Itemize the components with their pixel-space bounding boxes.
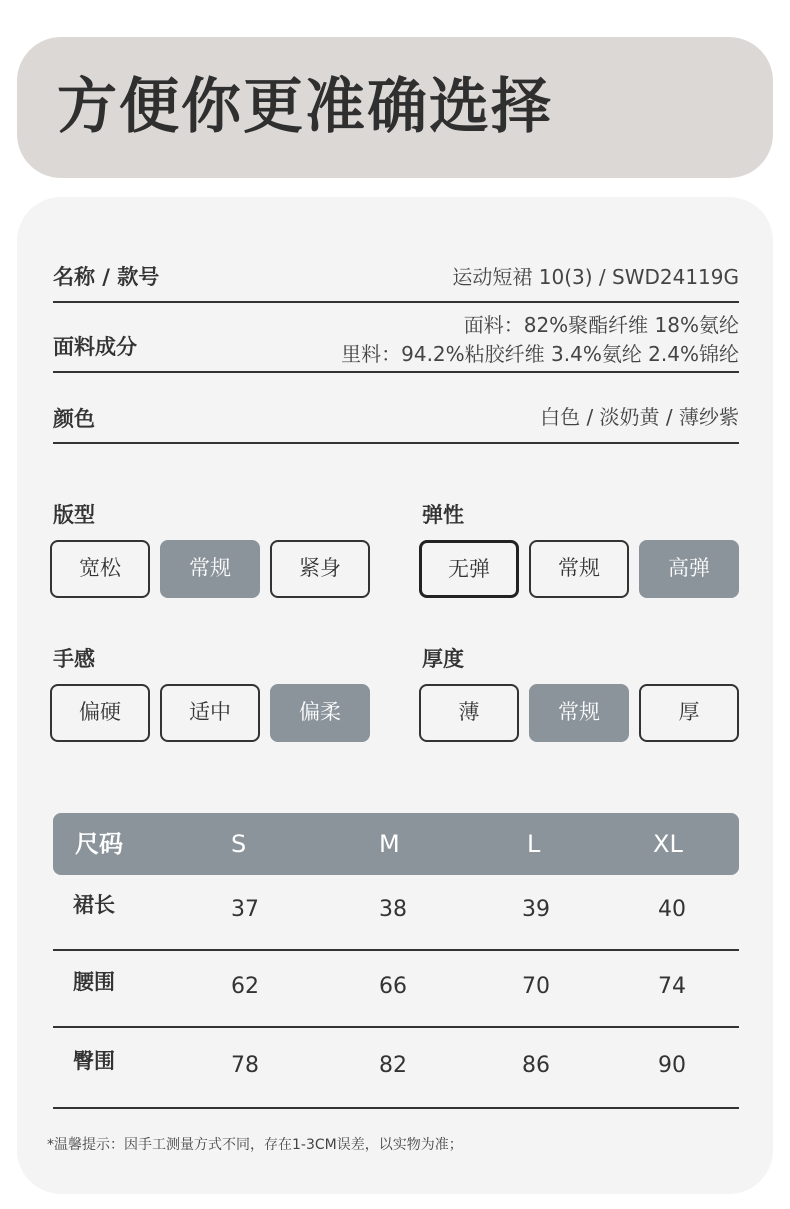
table-cell: 78 <box>231 1053 259 1078</box>
header-banner <box>17 37 773 178</box>
table-cell: 90 <box>658 1053 686 1078</box>
size-header-m: M <box>379 830 400 858</box>
size-header-s: S <box>231 830 247 858</box>
fit-option-loose[interactable]: 宽松 <box>50 540 150 598</box>
feel-option-hard[interactable]: 偏硬 <box>50 684 150 742</box>
fit-option-slim[interactable]: 紧身 <box>270 540 370 598</box>
elasticity-option-regular[interactable]: 常规 <box>529 540 629 598</box>
row-name-hip: 臀围 <box>73 1049 115 1073</box>
feel-option-soft[interactable]: 偏柔 <box>270 684 370 742</box>
table-cell: 74 <box>658 974 686 999</box>
table-cell: 66 <box>379 974 407 999</box>
table-cell: 62 <box>231 974 259 999</box>
table-cell: 82 <box>379 1053 407 1078</box>
table-cell: 39 <box>522 897 550 922</box>
info-value-fabric-outer: 面料：82%聚酯纤维 18%氨纶 <box>463 313 739 337</box>
fit-label: 版型 <box>53 503 95 527</box>
thickness-option-thin[interactable]: 薄 <box>419 684 519 742</box>
info-value-fabric-lining: 里料：94.2%粘胶纤维 3.4%氨纶 2.4%锦纶 <box>341 342 739 366</box>
info-row-color <box>53 373 739 444</box>
row-name-skirt-length: 裙长 <box>73 893 115 917</box>
info-value-name: 运动短裙 10(3) / SWD24119G <box>452 265 739 289</box>
table-row <box>53 1035 739 1109</box>
table-cell: 38 <box>379 897 407 922</box>
info-value-color: 白色 / 淡奶黄 / 薄纱紫 <box>540 405 739 429</box>
size-header-label: 尺码 <box>75 830 123 858</box>
info-card <box>17 197 773 1194</box>
table-row <box>53 956 739 1028</box>
table-row <box>53 879 739 951</box>
table-cell: 86 <box>522 1053 550 1078</box>
size-header-l: L <box>527 830 541 858</box>
page-title: 方便你更准确选择 <box>57 72 553 142</box>
info-label-name: 名称 / 款号 <box>53 265 160 289</box>
info-label-color: 颜色 <box>53 407 95 431</box>
measurement-note: *温馨提示：因手工测量方式不同，存在1-3CM误差，以实物为准； <box>47 1137 463 1153</box>
table-cell: 70 <box>522 974 550 999</box>
size-table-header <box>53 813 739 875</box>
thickness-option-thick[interactable]: 厚 <box>639 684 739 742</box>
feel-option-medium[interactable]: 适中 <box>160 684 260 742</box>
elasticity-option-high[interactable]: 高弹 <box>639 540 739 598</box>
info-label-fabric: 面料成分 <box>53 335 137 359</box>
size-header-xl: XL <box>653 830 683 858</box>
info-row-name <box>53 247 739 303</box>
thickness-option-regular[interactable]: 常规 <box>529 684 629 742</box>
info-row-fabric <box>53 303 739 373</box>
row-name-waist: 腰围 <box>73 970 115 994</box>
elasticity-label: 弹性 <box>422 503 464 527</box>
feel-label: 手感 <box>53 647 95 671</box>
table-cell: 40 <box>658 897 686 922</box>
thickness-label: 厚度 <box>422 647 464 671</box>
elasticity-option-none[interactable]: 无弹 <box>419 540 519 598</box>
fit-option-regular[interactable]: 常规 <box>160 540 260 598</box>
table-cell: 37 <box>231 897 259 922</box>
